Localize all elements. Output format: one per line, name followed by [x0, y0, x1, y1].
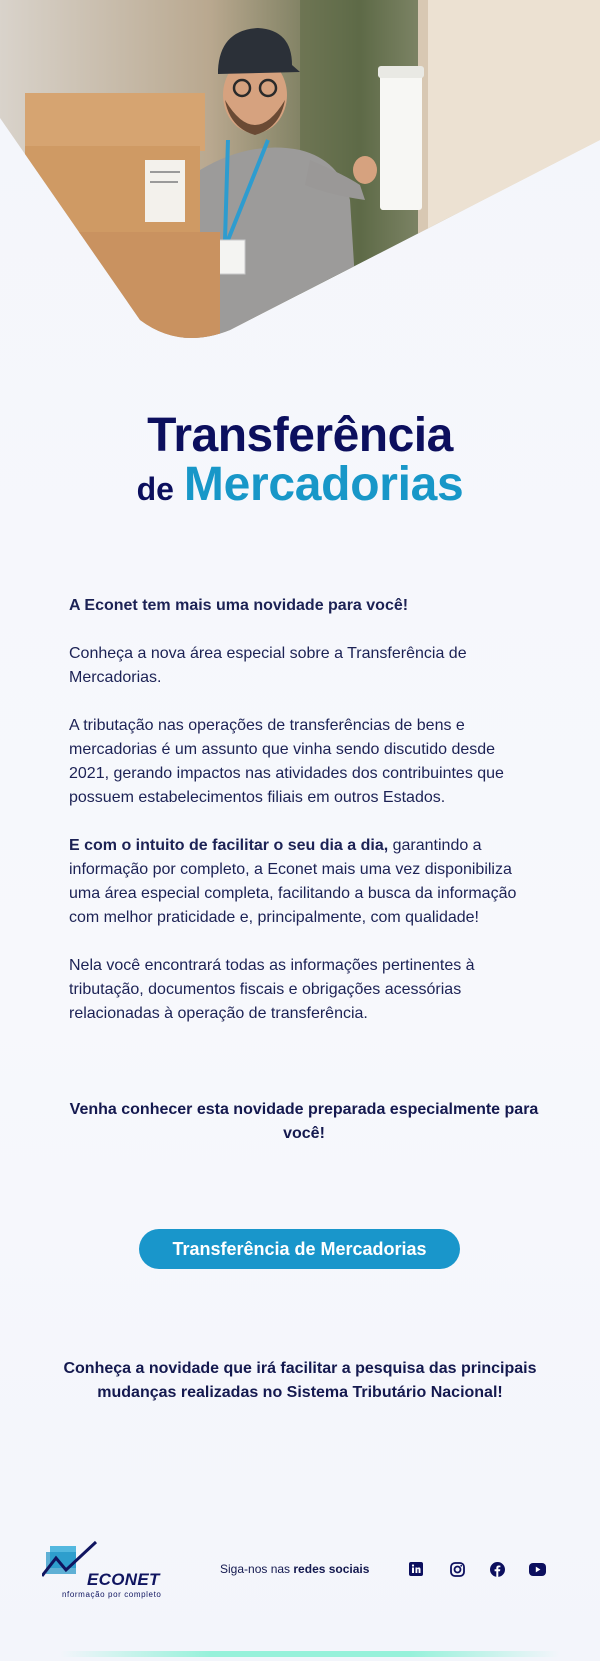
closing-text: Conheça a novidade que irá facilitar a pesquisa das principais mudanças realizadas no Sistema Tributário Nacional!: [63, 1360, 537, 1401]
page-title: [0, 410, 600, 523]
purpose-strong: E com o intuito de facilitar o seu dia a dia,: [69, 837, 389, 854]
instagram-icon[interactable]: [448, 1560, 466, 1578]
cta-text: Venha conhecer esta novidade preparada especialmente para você!: [69, 1101, 539, 1142]
purpose-paragraph: [69, 834, 539, 930]
follow-prefix: Siga-nos nas: [220, 1562, 294, 1576]
details-paragraph: Nela você encontrará todas as informações pertinentes à tributação, documentos fiscais e obrigações acessórias relacionadas à operação de transferência.: [69, 957, 475, 1022]
logo-tagline: nformação por completo: [62, 1590, 162, 1599]
follow-text: [220, 1562, 369, 1576]
title-line-1: Transferência: [147, 409, 453, 462]
title-highlight: Mercadorias: [183, 458, 464, 511]
context-paragraph: A tributação nas operações de transferências de bens e mercadorias é um assunto que vinha sendo discutido desde 2021, gerando impactos nas atividades dos contribuintes que possuem estabelecimentos filiais em outros Estados.: [69, 717, 504, 806]
bottom-accent-bar: [60, 1651, 560, 1657]
title-line-2: [0, 458, 600, 523]
facebook-icon[interactable]: [488, 1560, 506, 1578]
transferencia-button[interactable]: Transferência de Mercadorias: [139, 1229, 460, 1269]
linkedin-icon[interactable]: [407, 1560, 425, 1578]
announcement-paragraph: Conheça a nova área especial sobre a Transferência de Mercadorias.: [69, 645, 467, 686]
youtube-icon[interactable]: [528, 1560, 546, 1578]
body-content: [69, 594, 539, 1050]
hero-banner: [0, 0, 600, 360]
intro-paragraph: A Econet tem mais uma novidade para você!: [69, 597, 409, 614]
follow-bold: redes sociais: [293, 1562, 370, 1576]
delivery-man-photo: [0, 0, 600, 360]
purpose-rest: garantindo a informação por completo, a Econet mais uma vez disponibiliza uma área especial completa, facilitando a busca da informação com melhor praticidade e, principalmente, com qualidade!: [69, 837, 517, 926]
logo-name: ECONET: [87, 1570, 160, 1589]
econet-logo[interactable]: [42, 1540, 172, 1599]
title-prefix: de: [136, 471, 174, 507]
footer: [0, 1530, 600, 1600]
